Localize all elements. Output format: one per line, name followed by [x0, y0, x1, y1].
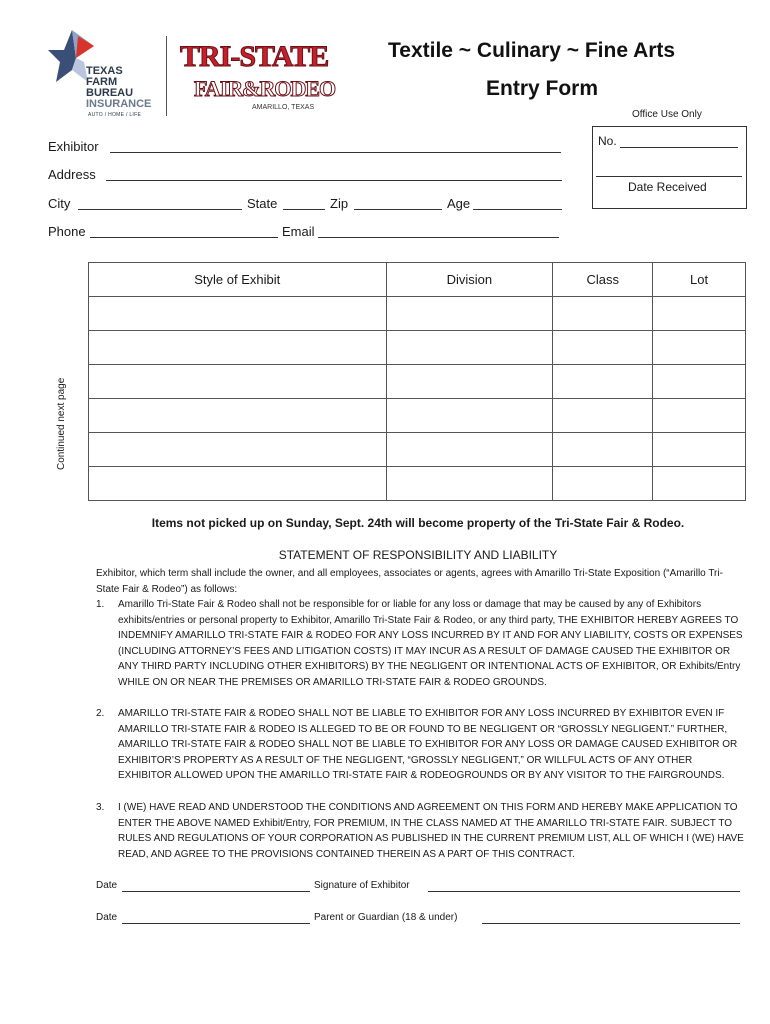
division-cell[interactable] — [386, 331, 553, 365]
style-cell[interactable] — [89, 365, 387, 399]
lot-cell[interactable] — [653, 365, 746, 399]
statement-item-number: 1. — [96, 599, 105, 610]
class-cell[interactable] — [553, 365, 653, 399]
state-label: State — [247, 196, 278, 211]
table-row — [89, 365, 746, 399]
lot-cell[interactable] — [653, 331, 746, 365]
table-row — [89, 297, 746, 331]
table-row — [89, 331, 746, 365]
class-cell[interactable] — [553, 399, 653, 433]
state-field[interactable] — [283, 209, 325, 210]
statement-item-number: 2. — [96, 708, 105, 719]
style-cell[interactable] — [89, 399, 387, 433]
date-field-2[interactable] — [122, 923, 310, 924]
class-header: Class — [553, 263, 653, 297]
exhibit-table — [88, 262, 746, 501]
signature-label: Signature of Exhibitor — [314, 880, 410, 891]
style-cell[interactable] — [89, 467, 387, 501]
tsf-logo-line1: TRI-STATE — [180, 40, 329, 73]
date-field[interactable] — [122, 891, 310, 892]
zip-field[interactable] — [354, 209, 442, 210]
exhibitor-label: Exhibitor — [48, 139, 99, 154]
signature-field[interactable] — [428, 891, 740, 892]
logo-divider — [166, 36, 167, 116]
phone-field[interactable] — [90, 237, 278, 238]
table-row — [89, 467, 746, 501]
tfb-logo-line1: TEXAS — [86, 65, 123, 77]
zip-label: Zip — [330, 196, 349, 211]
style-cell[interactable] — [89, 331, 387, 365]
class-cell[interactable] — [553, 433, 653, 467]
table-header-row — [89, 263, 746, 297]
exhibitor-field[interactable] — [110, 152, 561, 153]
form-title: Textile ~ Culinary ~ Fine Arts — [388, 39, 676, 62]
tfb-logo-tagline: AUTO / HOME / LIFE — [88, 112, 142, 118]
statement-item-3 — [96, 800, 746, 862]
date-label: Date — [96, 880, 118, 891]
pickup-notice: Items not picked up on Sunday, Sept. 24th will become property of the Tri-State Fair & Rodeo. — [151, 516, 685, 530]
tfb-logo-line3: BUREAU — [86, 87, 134, 99]
statement-item-2 — [96, 706, 746, 784]
entry-number-label: No. — [598, 134, 617, 148]
city-label: City — [48, 196, 71, 211]
date-label-2: Date — [96, 912, 118, 923]
parent-guardian-field[interactable] — [482, 923, 740, 924]
statement-intro: Exhibitor, which term shall include the owner, and all employees, associates or agents, agrees with Amarillo Tri-State Exposition (“Amarillo Tri-State Fair & Rodeo”) as follows: — [96, 568, 723, 595]
form-subtitle: Entry Form — [486, 77, 599, 100]
division-cell[interactable] — [386, 467, 553, 501]
class-cell[interactable] — [553, 297, 653, 331]
lot-header: Lot — [653, 263, 746, 297]
statement-title: STATEMENT OF RESPONSIBILITY AND LIABILITY — [278, 548, 558, 562]
statement-item-number: 3. — [96, 802, 105, 813]
lot-cell[interactable] — [653, 433, 746, 467]
continued-next-page-note: Continued next page — [56, 377, 67, 470]
texas-farm-bureau-logo — [46, 28, 164, 120]
division-cell[interactable] — [386, 433, 553, 467]
email-field[interactable] — [318, 237, 559, 238]
table-row — [89, 433, 746, 467]
lot-cell[interactable] — [653, 399, 746, 433]
tsf-logo-line2: FAIR&RODEO — [194, 76, 336, 101]
tri-state-fair-logo — [176, 38, 336, 120]
email-label: Email — [282, 224, 315, 239]
division-cell[interactable] — [386, 399, 553, 433]
date-received-field[interactable] — [596, 176, 742, 177]
tfb-logo-line4: INSURANCE — [86, 98, 152, 110]
age-field[interactable] — [473, 209, 562, 210]
tfb-logo-line2: FARM — [86, 76, 118, 88]
entry-number-field[interactable] — [620, 147, 738, 148]
statement-item-text: I (WE) HAVE READ AND UNDERSTOOD THE CONDITIONS AND AGREEMENT ON THIS FORM AND HEREBY MAKE APPLICATION TO ENTER THE ABOVE NAMED Exhibit/Entry, FOR PREMIUM, IN THE CLASS NAMED AT THE AMARILLO TRI-STATE FAIR. SUBJECT TO RULES AND REGULATIONS OF YOUR CORPORATION AS PUBLISHED IN THE CURRENT PREMIUM LIST, ALL OF WHICH I (WE) HAVE READ, AND AGREE TO THE PROVISIONS CONTAINED THEREIN AS A PART OF THIS CONTRACT. — [118, 802, 744, 860]
lot-cell[interactable] — [653, 297, 746, 331]
address-label: Address — [48, 167, 96, 182]
parent-guardian-label: Parent or Guardian (18 & under) — [314, 912, 458, 923]
style-cell[interactable] — [89, 297, 387, 331]
division-cell[interactable] — [386, 365, 553, 399]
phone-label: Phone — [48, 224, 86, 239]
age-label: Age — [447, 196, 471, 211]
statement-item-text: Amarillo Tri-State Fair & Rodeo shall not be responsible for or liable for any loss or damage that may be caused by any of Exhibitors exhibits/entries or personal property to Exhibitor, Amarillo Tri-State Fair & Rodeo, or any third party, THE EXHIBITOR HEREBY AGREES TO INDEMNIFY AMARILLO TRI-STATE FAIR & RODEO FOR ANY LOSS INCURRED BY IT AND FOR ANY LIABILITY, COSTS OR EXPENSES (INCLUDING ATTORNEY’S FEES AND LITIGATION COSTS) IT MAY INCUR AS A RESULT OF DAMAGE CAUSED THE EXHIBITOR OR ANY THIRD PARTY INCLUDING OTHER EXHIBITORS) BY THE NEGLIGENT OR INTENTIONAL ACTS OF EXHIBITOR, OR Exhibits/Entry WHILE ON OR NEAR THE PREMISES OR AMARILLO TRI-STATE FAIR & RODEO GROUNDS. — [118, 599, 743, 688]
division-header: Division — [386, 263, 553, 297]
style-cell[interactable] — [89, 433, 387, 467]
office-use-label: Office Use Only — [632, 109, 702, 120]
lot-cell[interactable] — [653, 467, 746, 501]
style-of-exhibit-header: Style of Exhibit — [89, 263, 387, 297]
class-cell[interactable] — [553, 467, 653, 501]
statement-item-text: AMARILLO TRI-STATE FAIR & RODEO SHALL NOT BE LIABLE TO EXHIBITOR FOR ANY LOSS INCURRED BY EXHIBITOR EVEN IF AMARILLO TRI-STATE FAIR & RODEO IS ALLEGED TO BE OR FOUND TO BE NEGLIGENT OR “GROSSLY NEGLIGENT.” FURTHER, AMARILLO TRI-STATE FAIR & RODEO SHALL NOT BE LIABLE TO EXHIBITOR FOR ANY LOSS OR DAMAGE CAUSED EXHIBITOR OR EXHIBITOR’S PROPERTY AS A RESULT OF THE NEGLIGENT, “GROSSLY NEGLIGENT,” OR WILLFUL ACTS OF ANY OTHER EXHIBITOR ALLOWED UPON THE AMARILLO TRI-STATE FAIR & RODEOGROUNDS OR BY ANY VISITOR TO THE FAIRGROUNDS. — [118, 708, 738, 782]
statement-item-1 — [96, 597, 746, 691]
class-cell[interactable] — [553, 331, 653, 365]
tsf-logo-location: AMARILLO, TEXAS — [252, 104, 315, 111]
division-cell[interactable] — [386, 297, 553, 331]
table-row — [89, 399, 746, 433]
city-field[interactable] — [78, 209, 242, 210]
address-field[interactable] — [106, 180, 562, 181]
date-received-label: Date Received — [628, 180, 707, 194]
